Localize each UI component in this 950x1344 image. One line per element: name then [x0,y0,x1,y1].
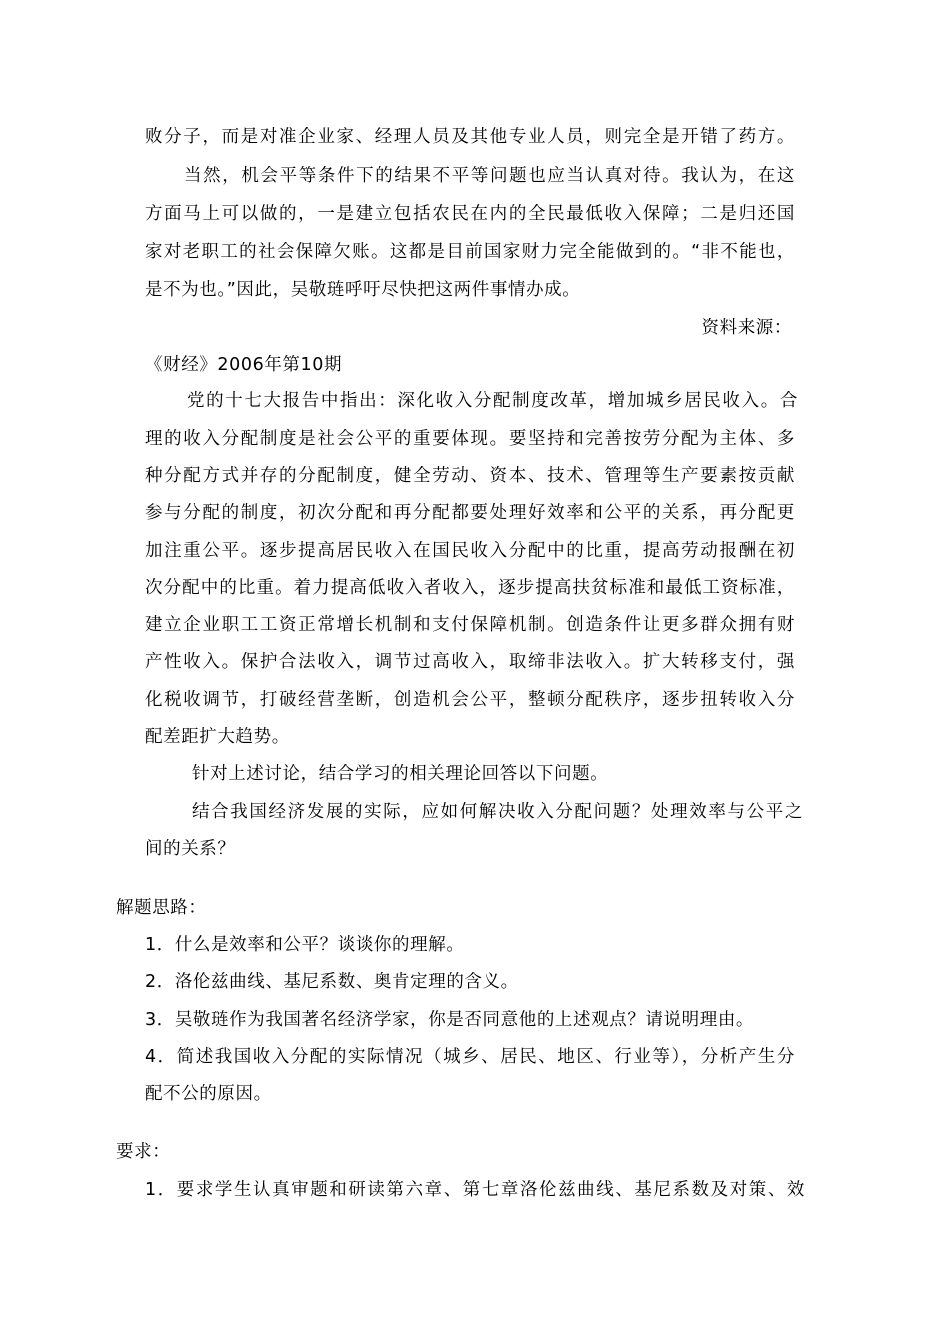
paragraph-line: 党的十七大报告中指出：深化收入分配制度改革，增加城乡居民收入。合 [187,391,798,411]
list-item: 4．简述我国收入分配的实际情况（城乡、居民、地区、行业等），分析产生分 [145,1047,795,1067]
paragraph-line: 建立企业职工工资正常增长机制和支付保障机制。创造条件让更多群众拥有财 [145,615,795,635]
paragraph-line: 加注重公平。逐步提高居民收入在国民收入分配中的比重，提高劳动报酬在初 [145,541,795,561]
paragraph-line: 针对上述讨论，结合学习的相关理论回答以下问题。 [192,764,609,784]
paragraph-line: 产性收入。保护合法收入，调节过高收入，取缔非法收入。扩大转移支付，强 [145,652,795,672]
list-item: 1．要求学生认真审题和研读第六章、第七章洛伦兹曲线、基尼系数及对策、效 [145,1180,805,1200]
list-item: 2．洛伦兹曲线、基尼系数、奥肯定理的含义。 [145,972,519,992]
source-citation: 《财经》2006年第10期 [145,355,343,375]
paragraph-line: 是不为也。”因此，吴敬琏呼吁尽快把这两件事情办成。 [145,280,581,300]
paragraph-line: 种分配方式并存的分配制度，健全劳动、资本、技术、管理等生产要素按贡献 [145,466,795,486]
question-line: 结合我国经济发展的实际，应如何解决收入分配问题？处理效率与公平之 [192,802,803,822]
question-line: 间的关系？ [145,839,236,859]
paragraph-line: 方面马上可以做的，一是建立包括农民在内的全民最低收入保障；二是归还国 [145,204,795,224]
paragraph-line: 理的收入分配制度是社会公平的重要体现。要坚持和完善按劳分配为主体、多 [145,429,795,449]
section-heading: 要求： [116,1142,171,1162]
list-item: 3．吴敬琏作为我国著名经济学家，你是否同意他的上述观点？请说明理由。 [145,1010,755,1030]
section-heading: 解题思路： [116,898,207,918]
paragraph-line: 参与分配的制度，初次分配和再分配都要处理好效率和公平的关系，再分配更 [145,503,795,523]
paragraph-line: 次分配中的比重。着力提高低收入者收入，逐步提高扶贫标准和最低工资标准， [145,578,795,598]
paragraph-line: 当然，机会平等条件下的结果不平等问题也应当认真对待。我认为，在这 [184,166,795,186]
source-label: 资料来源： [701,318,792,338]
list-item: 1．什么是效率和公平？谈谈你的理解。 [145,935,465,955]
paragraph-line: 配差距扩大趋势。 [145,727,290,747]
paragraph-line: 败分子，而是对准企业家、经理人员及其他专业人员，则完全是开错了药方。 [145,127,795,147]
list-item: 配不公的原因。 [145,1084,272,1104]
paragraph-line: 家对老职工的社会保障欠账。这都是目前国家财力完全能做到的。“非不能也， [145,242,795,262]
paragraph-line: 化税收调节，打破经营垄断，创造机会公平，整顿分配秩序，逐步扭转收入分 [145,690,795,710]
